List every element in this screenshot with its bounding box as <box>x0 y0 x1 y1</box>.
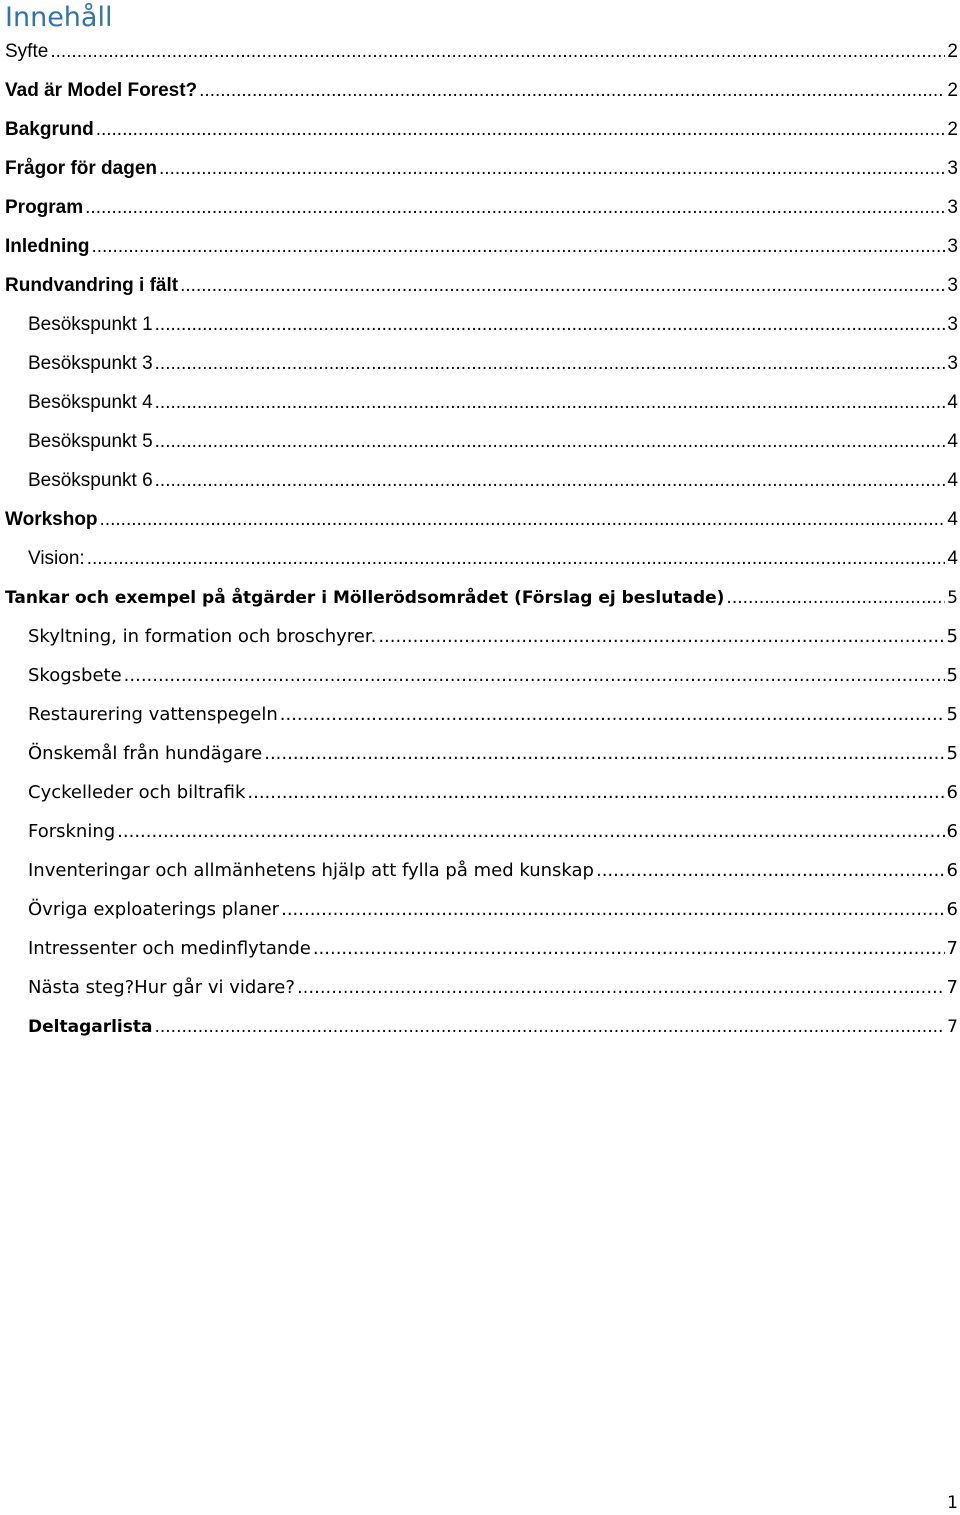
toc-entry-page: 2 <box>947 80 958 101</box>
toc-leader-dots <box>117 818 944 846</box>
toc-entry-vad-ar-model-forest[interactable] <box>0 77 960 116</box>
toc-entry-title: Rundvandring i fält <box>5 275 179 296</box>
toc-entry-page: 3 <box>947 236 958 257</box>
toc-entry-page: 7 <box>946 977 958 998</box>
toc-entry-page: 5 <box>946 704 958 725</box>
toc-entry-page: 5 <box>946 626 958 647</box>
toc-leader-dots <box>155 428 946 456</box>
toc-entry-page: 4 <box>947 470 958 491</box>
toc-entry-vision[interactable] <box>0 545 960 584</box>
toc-entry-onskemal-fran-hundagare[interactable] <box>0 740 960 779</box>
toc-entry-inledning[interactable] <box>0 233 960 272</box>
toc-entry-title: Besökspunkt 1 <box>28 314 153 335</box>
toc-leader-dots <box>155 467 946 495</box>
toc-leader-dots <box>247 779 944 807</box>
toc-entry-fragor-for-dagen[interactable] <box>0 155 960 194</box>
toc-entry-skogsbete[interactable] <box>0 662 960 701</box>
toc-leader-dots <box>313 935 945 963</box>
toc-entry-page: 6 <box>946 782 958 803</box>
toc-entry-title: Cyckelleder och biltrafik <box>28 782 246 803</box>
toc-entry-title: Skyltning, in formation och broschyrer. <box>28 626 377 647</box>
toc-leader-dots <box>96 116 946 144</box>
toc-leader-dots <box>50 38 945 66</box>
toc-leader-dots <box>100 506 946 534</box>
toc-heading: Innehåll <box>5 2 113 33</box>
toc-leader-dots <box>297 974 945 1002</box>
toc-leader-dots <box>85 194 945 222</box>
toc-entry-title: Vision: <box>28 548 85 569</box>
toc-entry-page: 3 <box>947 353 958 374</box>
toc-entry-page: 2 <box>947 41 958 62</box>
toc-entry-deltagarlista[interactable] <box>0 1013 960 1052</box>
toc-leader-dots <box>281 896 944 924</box>
toc-entry-page: 3 <box>947 158 958 179</box>
toc-entry-title: Nästa steg?Hur går vi vidare? <box>28 977 295 998</box>
toc-entry-title: Tankar och exempel på åtgärder i Möllerödsområdet (Förslag ej beslutade) <box>5 588 725 608</box>
toc-entry-title: Frågor för dagen <box>5 158 158 179</box>
toc-entry-title: Deltagarlista <box>28 1017 153 1037</box>
toc-entry-page: 6 <box>946 860 958 881</box>
toc-leader-dots <box>726 584 945 612</box>
toc-leader-dots <box>91 233 945 261</box>
toc-entry-title: Inledning <box>5 236 90 257</box>
toc-entry-title: Besökspunkt 6 <box>28 470 153 491</box>
page-number: 1 <box>947 1493 958 1513</box>
toc-leader-dots <box>159 155 945 183</box>
toc-entry-title: Forskning <box>28 821 116 842</box>
toc-entry-page: 4 <box>947 392 958 413</box>
toc-entry-inventeringar[interactable] <box>0 857 960 896</box>
toc-entry-syfte[interactable] <box>0 38 960 77</box>
toc-entry-page: 7 <box>946 938 958 959</box>
toc-entry-title: Besökspunkt 3 <box>28 353 153 374</box>
toc-entry-bakgrund[interactable] <box>0 116 960 155</box>
toc-entry-title: Önskemål från hundägare <box>28 743 263 764</box>
toc-entry-title: Inventeringar och allmänhetens hjälp att fylla på med kunskap <box>28 860 594 881</box>
toc-entry-title: Besökspunkt 5 <box>28 431 153 452</box>
toc-entry-besokspunkt-6[interactable] <box>0 467 960 506</box>
toc-leader-dots <box>155 389 946 417</box>
toc-entry-forskning[interactable] <box>0 818 960 857</box>
toc-leader-dots <box>378 623 944 651</box>
table-of-contents <box>0 38 960 1052</box>
toc-entry-page: 4 <box>947 548 958 569</box>
toc-entry-restaurering-vattenspegeln[interactable] <box>0 701 960 740</box>
toc-entry-page: 2 <box>947 119 958 140</box>
toc-leader-dots <box>264 740 944 768</box>
toc-leader-dots <box>87 545 946 573</box>
toc-leader-dots <box>199 77 945 105</box>
toc-entry-page: 4 <box>947 431 958 452</box>
toc-entry-title: Program <box>5 197 84 218</box>
toc-entry-ovriga-exploaterings-planer[interactable] <box>0 896 960 935</box>
toc-entry-page: 3 <box>947 275 958 296</box>
toc-entry-page: 5 <box>946 665 958 686</box>
toc-entry-title: Bakgrund <box>5 119 94 140</box>
toc-leader-dots <box>596 857 945 885</box>
toc-entry-besokspunkt-5[interactable] <box>0 428 960 467</box>
toc-entry-title: Intressenter och medinflytande <box>28 938 311 959</box>
toc-entry-page: 7 <box>947 1017 958 1037</box>
toc-entry-tankar-och-exempel[interactable] <box>0 584 960 623</box>
toc-entry-cyckelleder-och-biltrafik[interactable] <box>0 779 960 818</box>
toc-entry-title: Skogsbete <box>28 665 122 686</box>
toc-leader-dots <box>124 662 945 690</box>
toc-entry-workshop[interactable] <box>0 506 960 545</box>
toc-entry-page: 6 <box>946 821 958 842</box>
toc-entry-page: 5 <box>947 588 958 608</box>
toc-entry-title: Besökspunkt 4 <box>28 392 153 413</box>
toc-entry-title: Syfte <box>5 41 49 62</box>
toc-leader-dots <box>155 311 946 339</box>
toc-leader-dots <box>280 701 945 729</box>
toc-entry-besokspunkt-3[interactable] <box>0 350 960 389</box>
toc-entry-page: 4 <box>947 509 958 530</box>
toc-entry-rundvandring-i-falt[interactable] <box>0 272 960 311</box>
toc-entry-title: Restaurering vattenspegeln <box>28 704 278 725</box>
toc-entry-skyltning[interactable] <box>0 623 960 662</box>
toc-leader-dots <box>155 350 946 378</box>
toc-leader-dots <box>154 1013 945 1041</box>
toc-entry-page: 3 <box>947 314 958 335</box>
toc-entry-title: Övriga exploaterings planer <box>28 899 280 920</box>
toc-entry-title: Vad är Model Forest? <box>5 80 198 101</box>
toc-entry-besokspunkt-1[interactable] <box>0 311 960 350</box>
toc-entry-title: Workshop <box>5 509 98 530</box>
toc-entry-page: 6 <box>946 899 958 920</box>
toc-entry-page: 3 <box>947 197 958 218</box>
toc-entry-nasta-steg[interactable] <box>0 974 960 1013</box>
toc-entry-besokspunkt-4[interactable] <box>0 389 960 428</box>
toc-entry-intressenter[interactable] <box>0 935 960 974</box>
toc-entry-program[interactable] <box>0 194 960 233</box>
toc-entry-page: 5 <box>946 743 958 764</box>
toc-leader-dots <box>180 272 945 300</box>
